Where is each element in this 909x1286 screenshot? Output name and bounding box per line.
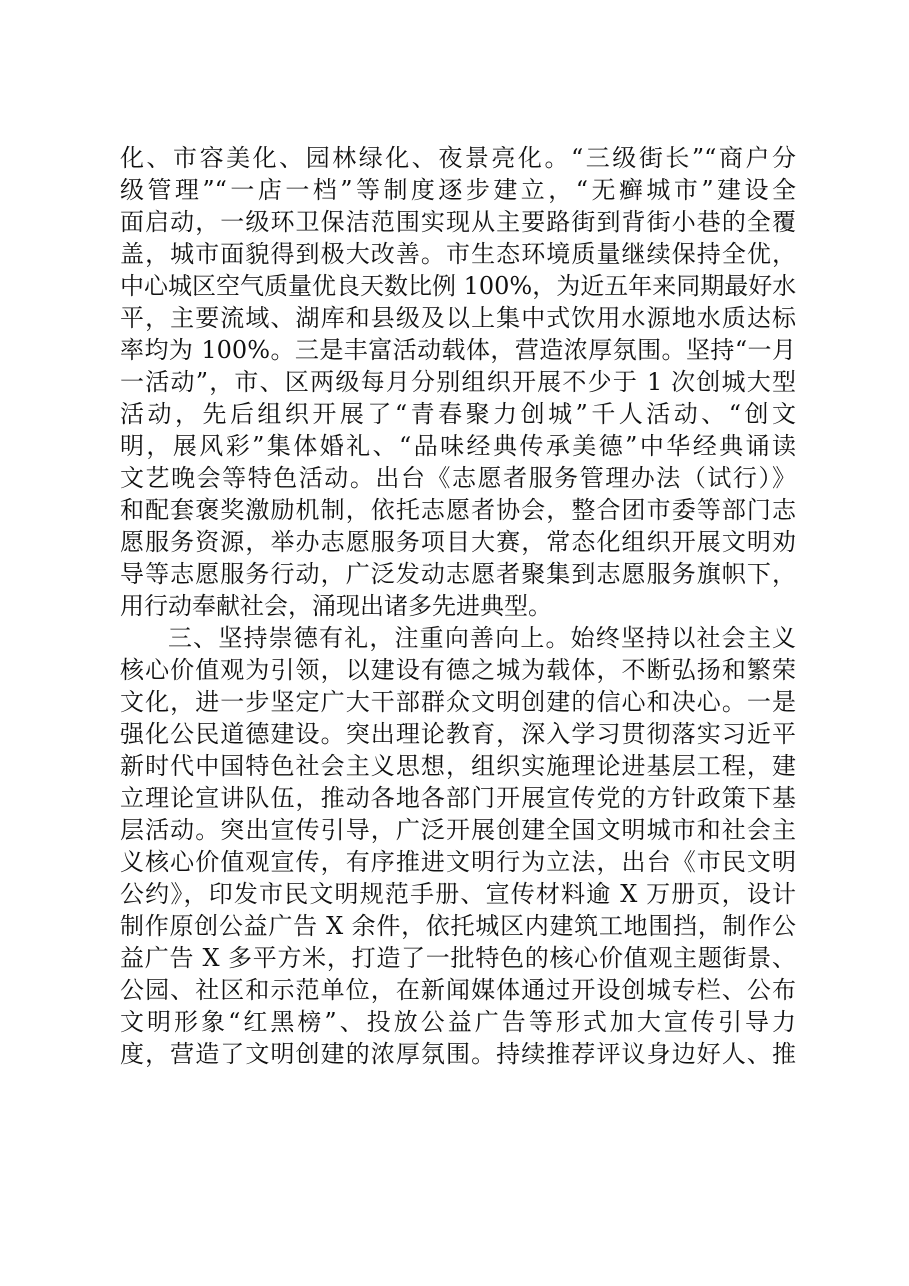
text-line: 导等志愿服务行动，广泛发动志愿者聚集到志愿服务旗帜下， <box>120 560 796 588</box>
text-line: 核心价值观为引领，以建设有德之城为载体，不断弘扬和繁荣 <box>120 656 796 684</box>
document-body <box>120 142 796 1070</box>
text-line: 面启动，一级环卫保洁范围实现从主要路街到背街小巷的全覆 <box>120 208 796 236</box>
text-line: 愿服务资源，举办志愿服务项目大赛，常态化组织开展文明劝 <box>120 528 796 556</box>
text-line: 一活动”，市、区两级每月分别组织开展不少于 1 次创城大型 <box>120 368 796 396</box>
text-line: 文艺晚会等特色活动。出台《志愿者服务管理办法（试行）》 <box>120 464 796 492</box>
text-line: 层活动。突出宣传引导，广泛开展创建全国文明城市和社会主 <box>120 816 796 844</box>
text-line: 新时代中国特色社会主义思想，组织实施理论进基层工程，建 <box>120 752 796 780</box>
text-line: 三、坚持崇德有礼，注重向善向上。始终坚持以社会主义 <box>168 624 796 652</box>
text-line: 明，展风彩”集体婚礼、“品味经典传承美德”中华经典诵读 <box>120 432 796 460</box>
text-line: 立理论宣讲队伍，推动各地各部门开展宣传党的方针政策下基 <box>120 784 796 812</box>
text-line: 制作原创公益广告 X 余件，依托城区内建筑工地围挡，制作公 <box>120 912 796 940</box>
text-line: 公园、社区和示范单位，在新闻媒体通过开设创城专栏、公布 <box>120 976 796 1004</box>
text-line: 中心城区空气质量优良天数比例 100%，为近五年来同期最好水 <box>120 272 796 300</box>
text-line: 平，主要流域、湖库和县级及以上集中式饮用水源地水质达标 <box>120 304 796 332</box>
paragraph-2 <box>120 622 796 1070</box>
text-line: 盖，城市面貌得到极大改善。市生态环境质量继续保持全优， <box>120 240 796 268</box>
text-line: 化、市容美化、园林绿化、夜景亮化。“三级街长”“商户分 <box>120 144 796 172</box>
text-line: 率均为 100%。三是丰富活动载体，营造浓厚氛围。坚持“一月 <box>120 336 796 364</box>
text-line: 文化，进一步坚定广大干部群众文明创建的信心和决心。一是 <box>120 688 796 716</box>
text-line: 义核心价值观宣传，有序推进文明行为立法，出台《市民文明 <box>120 848 796 876</box>
text-line: 强化公民道德建设。突出理论教育，深入学习贯彻落实习近平 <box>120 720 796 748</box>
text-line: 活动，先后组织开展了“青春聚力创城”千人活动、“创文 <box>120 400 796 428</box>
text-line: 公约》，印发市民文明规范手册、宣传材料逾 X 万册页，设计 <box>120 880 796 908</box>
text-line: 用行动奉献社会，涌现出诸多先进典型。 <box>120 592 552 620</box>
text-line: 级管理”“一店一档”等制度逐步建立，“无癣城市”建设全 <box>120 176 796 204</box>
text-line: 益广告 X 多平方米，打造了一批特色的核心价值观主题街景、 <box>120 944 796 972</box>
text-line: 和配套褒奖激励机制，依托志愿者协会，整合团市委等部门志 <box>120 496 796 524</box>
text-line: 度，营造了文明创建的浓厚氛围。持续推荐评议身边好人、推 <box>120 1040 796 1068</box>
paragraph-1 <box>120 142 796 622</box>
text-line: 文明形象“红黑榜”、投放公益广告等形式加大宣传引导力 <box>120 1008 796 1036</box>
